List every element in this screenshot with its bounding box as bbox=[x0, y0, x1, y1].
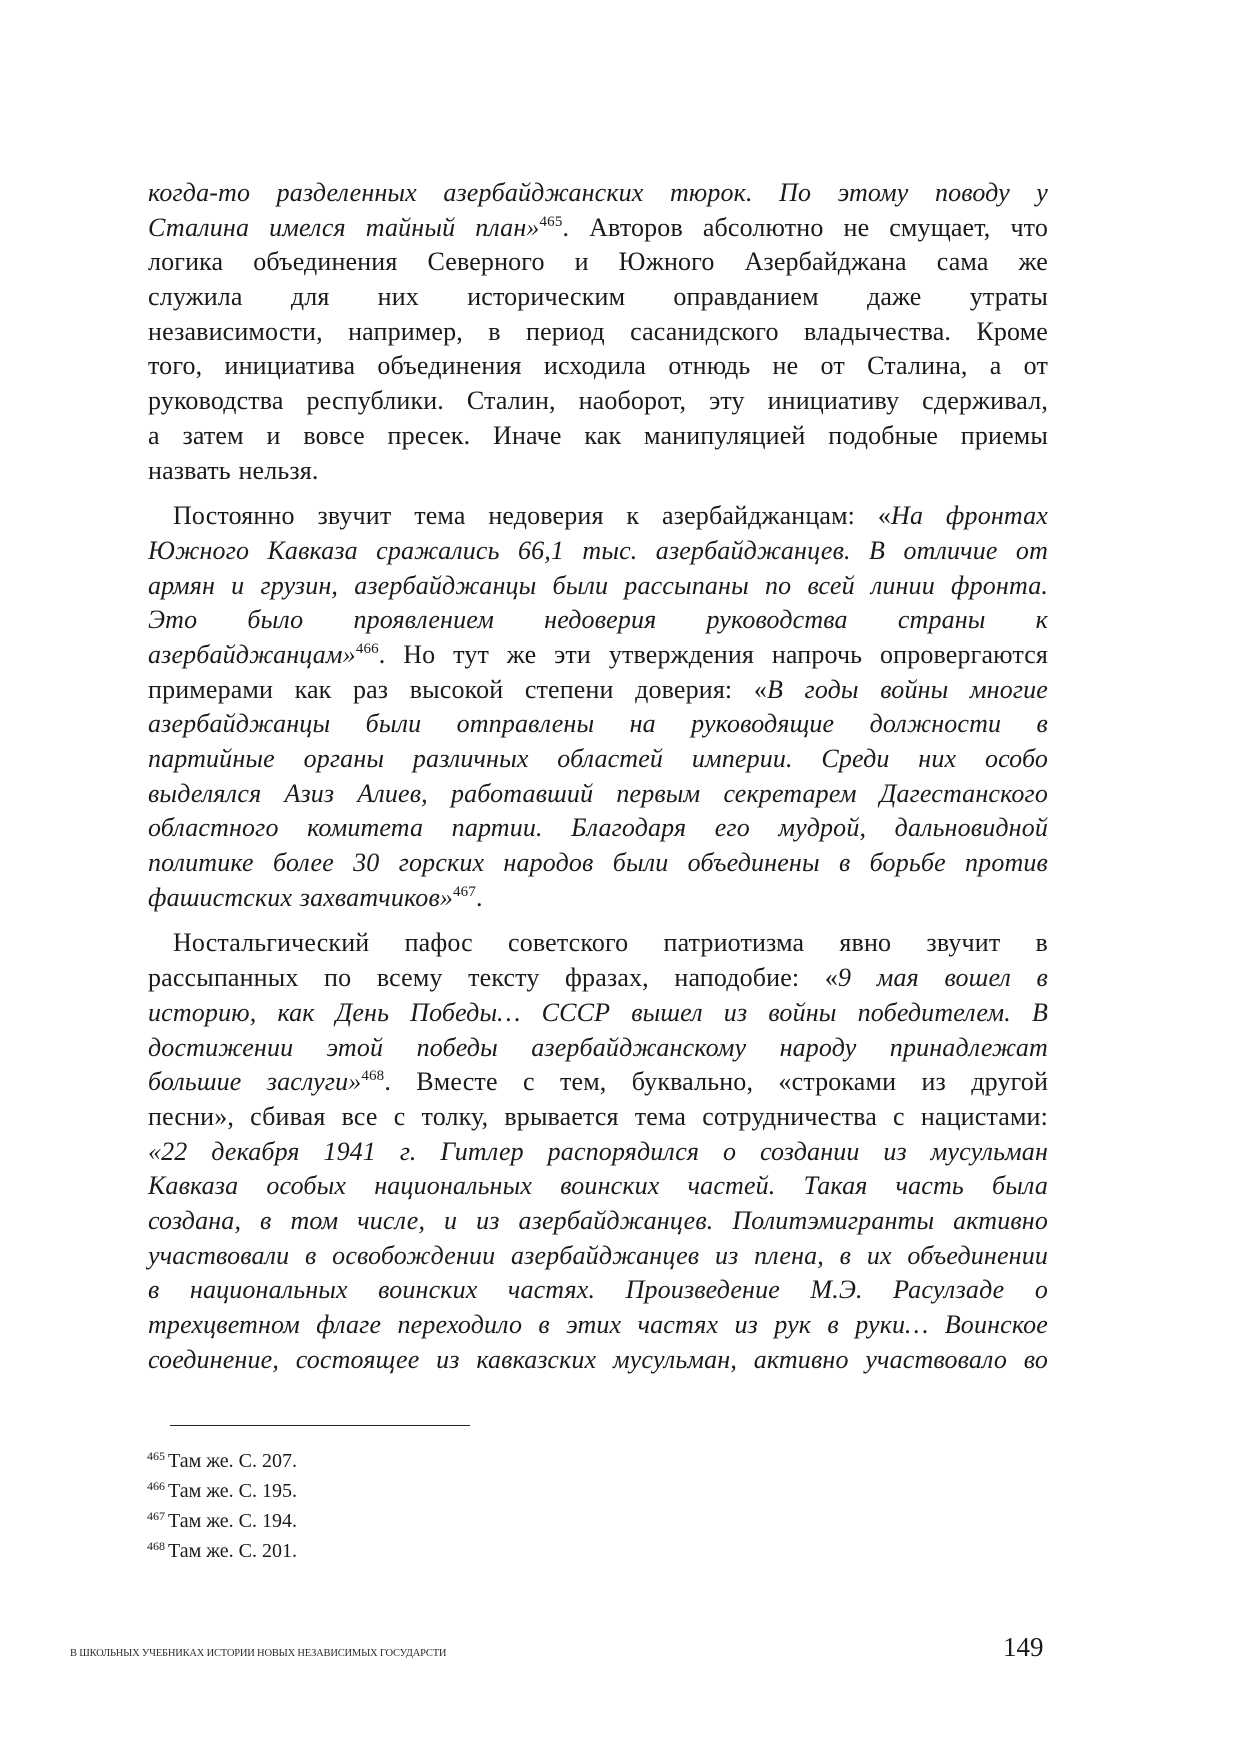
text-line bbox=[148, 534, 1048, 569]
text-line bbox=[148, 1169, 1048, 1204]
text-line bbox=[148, 811, 1048, 846]
footnote bbox=[147, 1446, 297, 1476]
text-line bbox=[148, 384, 1048, 419]
footnote-number: 468 bbox=[147, 1539, 165, 1553]
text-line bbox=[148, 1135, 1048, 1170]
quoted-text: В годы войны многие bbox=[766, 674, 1049, 704]
text-line bbox=[148, 499, 1048, 534]
paragraph bbox=[148, 499, 1048, 915]
quoted-text: создана, в том числе, и из азербайджанцев. Политэмигранты активно bbox=[148, 1205, 1048, 1235]
text-line bbox=[148, 603, 1048, 638]
body-text: Ностальгический пафос советского патриотизма явно звучит в bbox=[173, 928, 1048, 958]
footnote-text: Там же. С. 201. bbox=[168, 1540, 298, 1562]
quoted-text: азербайджанцам» bbox=[148, 639, 356, 669]
text-line bbox=[148, 569, 1048, 604]
body-text: песни», сбивая все с толку, врывается тема сотрудничества с нацистами: bbox=[148, 1101, 1048, 1131]
footnote-text: Там же. С. 194. bbox=[168, 1510, 298, 1532]
text-line bbox=[148, 454, 1048, 489]
quoted-text: армян и грузин, азербайджанцы были рассыпаны по всей линии фронта. bbox=[148, 570, 1048, 600]
body-text: рассыпанных по всему тексту фразах, наподобие: « bbox=[148, 963, 839, 993]
body-text: служила для них историческим оправданием даже утраты bbox=[148, 282, 1048, 312]
body-text: . Вместе с тем, буквально, «строками из другой bbox=[384, 1067, 1049, 1097]
footnote-reference[interactable]: 467 bbox=[453, 883, 476, 900]
text-line bbox=[148, 1100, 1048, 1135]
text-line bbox=[148, 176, 1048, 211]
text-line bbox=[148, 315, 1048, 350]
text-line bbox=[148, 996, 1048, 1031]
footnote bbox=[147, 1476, 297, 1506]
body-text: логика объединения Северного и Южного Азербайджана сама же bbox=[148, 247, 1048, 277]
text-line bbox=[148, 1065, 1048, 1100]
body-text: . Авторов абсолютно не смущает, что bbox=[562, 212, 1048, 242]
text-line bbox=[148, 280, 1048, 315]
text-line bbox=[148, 1204, 1048, 1239]
paragraph bbox=[148, 926, 1048, 1377]
quoted-text: большие заслуги» bbox=[148, 1067, 362, 1097]
quoted-text: выделялся Азиз Алиев, работавший первым секретарем Дагестанского bbox=[148, 778, 1048, 808]
text-line bbox=[148, 777, 1048, 812]
quoted-text: достижении этой победы азербайджанскому народу принадлежат bbox=[148, 1032, 1048, 1062]
text-line bbox=[148, 638, 1048, 673]
footnote bbox=[147, 1536, 297, 1566]
text-line bbox=[148, 742, 1048, 777]
running-footer-title: В ШКОЛЬНЫХ УЧЕБНИКАХ ИСТОРИИ НОВЫХ НЕЗАВИСИМЫХ ГОСУДАРСТИ bbox=[70, 1648, 447, 1659]
footnote-separator bbox=[170, 1425, 470, 1426]
quoted-text: историю, как День Победы… СССР вышел из войны победителем. В bbox=[148, 997, 1048, 1027]
footnote-reference[interactable]: 468 bbox=[361, 1068, 385, 1085]
quoted-text: партийные органы различных областей империи. Среди них особо bbox=[148, 744, 1048, 773]
quoted-text: На фронтах bbox=[891, 501, 1048, 531]
text-line bbox=[148, 1308, 1048, 1343]
footnote-reference[interactable]: 465 bbox=[539, 213, 563, 230]
quoted-text: областного комитета партии. Благодаря его мудрой, дальновидной bbox=[148, 813, 1048, 843]
text-line bbox=[148, 245, 1048, 280]
quoted-text: соединение, состоящее из кавказских мусульман, активно участвовало во bbox=[148, 1344, 1048, 1374]
text-line bbox=[148, 211, 1048, 246]
quoted-text: в национальных воинских частях. Произведение М.Э. Расулзаде о bbox=[148, 1275, 1048, 1305]
body-text: независимости, например, в период сасанидского владычества. Кроме bbox=[148, 316, 1048, 346]
quoted-text: азербайджанцы были отправлены на руководящие должности в bbox=[148, 709, 1048, 739]
body-text: . bbox=[475, 882, 483, 912]
text-line bbox=[148, 1273, 1048, 1308]
text-line bbox=[148, 707, 1048, 742]
text-line bbox=[148, 961, 1048, 996]
text-line bbox=[148, 419, 1048, 454]
footnote bbox=[147, 1506, 297, 1536]
text-line bbox=[148, 673, 1048, 708]
quoted-text: трехцветном флаге переходило в этих частях из рук в руки… Воинское bbox=[148, 1310, 1048, 1339]
text-line bbox=[148, 881, 1048, 916]
text-line bbox=[148, 1343, 1048, 1378]
body-text: руководства республики. Сталин, наоборот, эту инициативу сдерживал, bbox=[148, 386, 1048, 416]
quoted-text: политике более 30 горских народов были объединены в борьбе против bbox=[148, 848, 1048, 878]
quoted-text: 9 мая вошел в bbox=[838, 963, 1048, 993]
text-line bbox=[148, 1031, 1048, 1066]
text-line bbox=[148, 1239, 1048, 1274]
body-text: Постоянно звучит тема недоверия к азербайджанцам: « bbox=[173, 501, 892, 531]
text-line bbox=[148, 349, 1048, 384]
footnote-number: 466 bbox=[147, 1479, 165, 1493]
footnotes-list bbox=[147, 1446, 297, 1566]
footnote-number: 467 bbox=[147, 1509, 165, 1523]
footnote-number: 465 bbox=[147, 1449, 165, 1463]
text-line bbox=[148, 926, 1048, 961]
body-text: того, инициатива объединения исходила отнюдь не от Сталина, а от bbox=[148, 351, 1048, 381]
page-number: 149 bbox=[1003, 1632, 1044, 1662]
body-text: . Но тут же эти утверждения напрочь опровергаются bbox=[378, 639, 1048, 669]
body-text-column bbox=[148, 176, 1048, 1388]
quoted-text: участвовали в освобождении азербайджанцев из плена, в их объединении bbox=[148, 1240, 1048, 1270]
quoted-text: Сталина имелся тайный план» bbox=[148, 212, 540, 242]
paragraph bbox=[148, 176, 1048, 488]
footnote-text: Там же. С. 195. bbox=[168, 1480, 298, 1502]
text-line bbox=[148, 846, 1048, 881]
quoted-text: «22 декабря 1941 г. Гитлер распорядился о создании из мусульман bbox=[148, 1136, 1048, 1166]
quoted-text: Это было проявлением недоверия руководства страны к bbox=[148, 605, 1048, 635]
footnote-reference[interactable]: 466 bbox=[355, 640, 379, 657]
quoted-text: фашистских захватчиков» bbox=[148, 882, 454, 912]
footnote-text: Там же. С. 207. bbox=[168, 1450, 298, 1472]
body-text: назвать нельзя. bbox=[148, 455, 319, 485]
quoted-text: Кавказа особых национальных воинских частей. Такая часть была bbox=[148, 1171, 1048, 1201]
quoted-text: когда-то разделенных азербайджанских тюрок. По этому поводу у bbox=[148, 178, 1048, 207]
body-text: примерами как раз высокой степени доверия: « bbox=[148, 674, 767, 704]
quoted-text: Южного Кавказа сражались 66,1 тыс. азербайджанцев. В отличие от bbox=[148, 535, 1048, 565]
body-text: а затем и вовсе пресек. Иначе как манипуляцией подобные приемы bbox=[148, 420, 1048, 450]
